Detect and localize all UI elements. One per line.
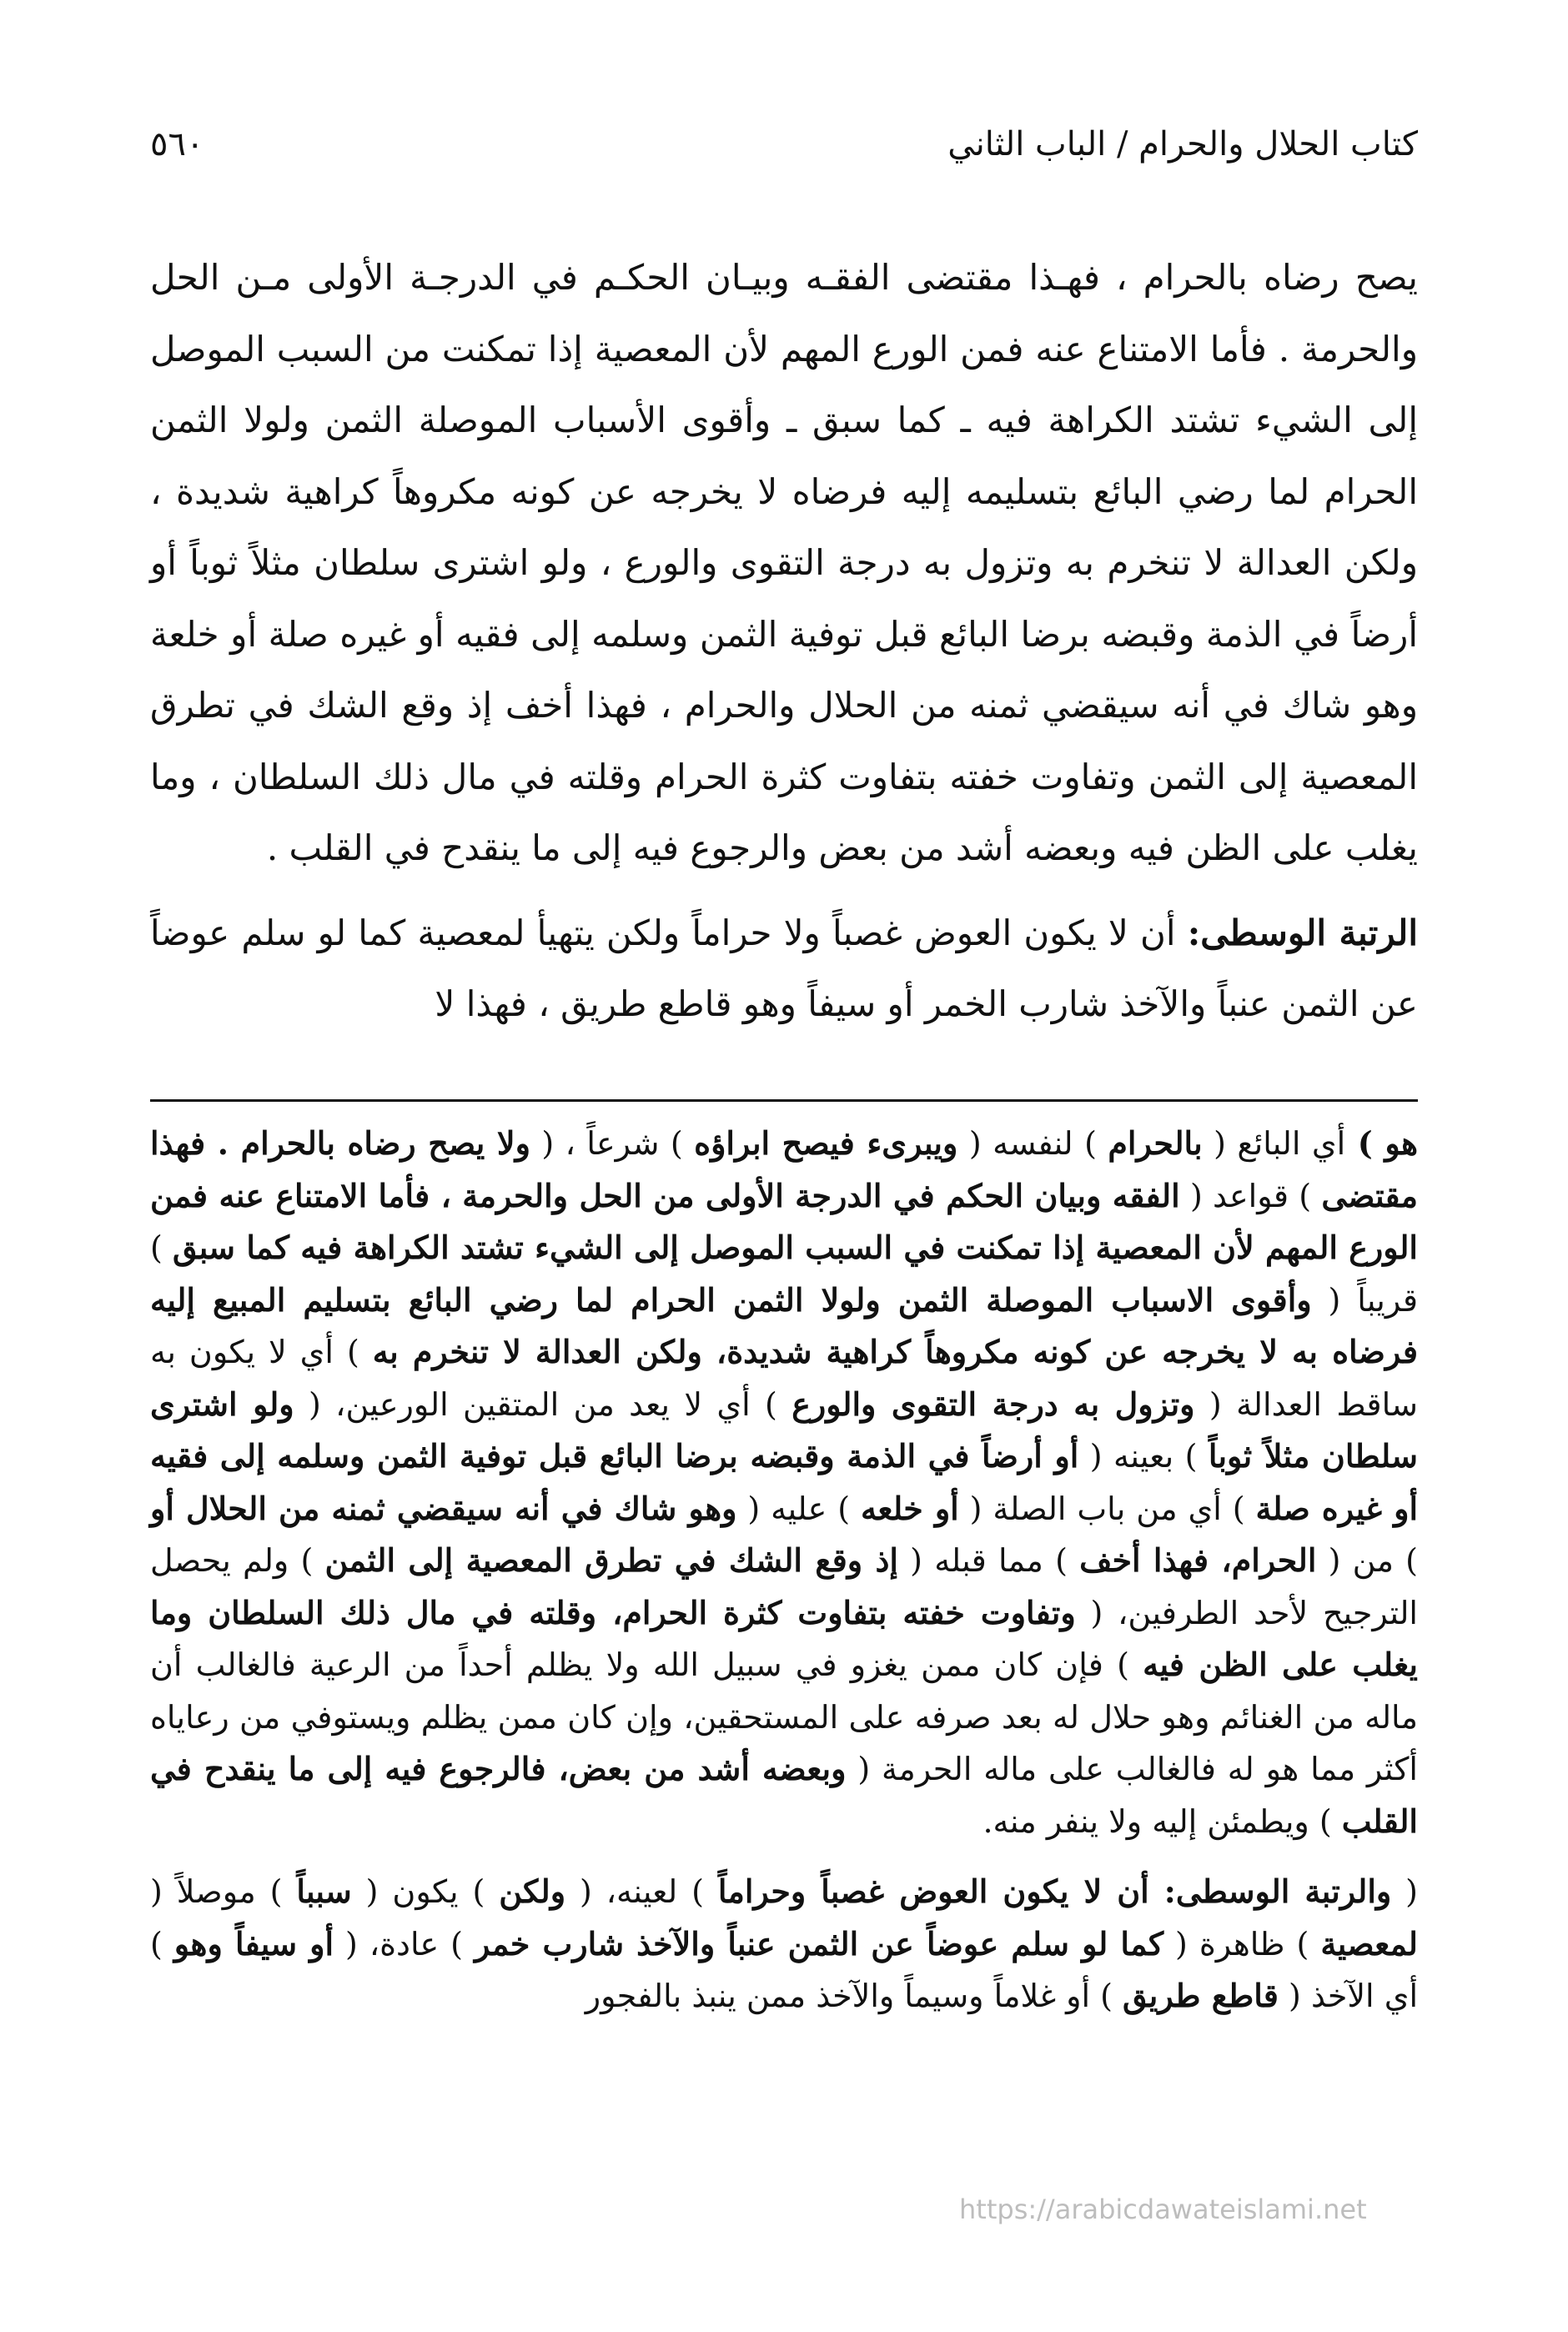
commentary-paragraph [150,1118,1418,1847]
commentary-text: ) قريباً ( [150,1229,1418,1319]
commentary-text: ) من ( [1316,1542,1418,1579]
page-header [150,125,1418,183]
main-paragraph: يصح رضاه بالحرام ، فهـذا مقتضى الفقـه وبيـان الحكـم في الدرجـة الأولى مـن الحل والحرمة . فأما الامتناع عنه فمن الورع المهم لأن المعصية إذا تمكنت من السبب الموصل إلى الشيء تشتد الكراهة فيه ـ كما سبق ـ وأقوى الأسباب الموصلة الثمن ولولا الثمن الحرام لما رضي البائع بتسليمه إليه فرضاه لا يخرجه عن كونه مكروهاً كراهية شديدة ، ولكن العدالة لا تنخرم به وتزول به درجة التقوى والورع ، ولو اشترى سلطان مثلاً ثوباً أو أرضاً في الذمة وقبضه برضا البائع قبل توفية الثمن وسلمه إلى فقيه أو غيره صلة أو خلعة وهو شاك في أنه سيقضي ثمنه من الحلال والحرام ، فهذا أخف إذ وقع الشك في تطرق المعصية إلى الثمن وتفاوت خفته بتفاوت كثرة الحرام وقلته في مال ذلك السلطان ، وما يغلب على الظن فيه وبعضه أشد من بعض والرجوع فيه إلى ما ينقدح في القلب . [150,257,1418,868]
commentary-quoted-text: لمعصية [1320,1924,1418,1963]
main-paragraph-2 [150,897,1418,1040]
commentary-text: ) مما قبله ( [897,1542,1080,1579]
running-title: كتاب الحلال والحرام / الباب الثاني [947,125,1418,163]
commentary-text: ) شرعاً ، ( [530,1125,695,1162]
main-text [150,242,1418,1040]
page-number: ٥٦٠ [150,125,204,163]
commentary-text: ) أو غلاماً وسيماً والآخذ ممن ينبذ بالفجور [585,1978,1123,2014]
commentary-quoted-text: الفقه وبيان الحكم في الدرجة الأولى من الحل والحرمة ، فأما الامتناع عنه فمن الورع المهم لأن المعصية إذا تمكنت في السبب الموصل إلى الشيء تشتد الكراهة فيه كما سبق [150,1176,1418,1266]
commentary-text: أي البائع ( [1202,1125,1346,1162]
commentary-quoted-text: وتفاوت خفته بتفاوت كثرة الحرام، وقلته في مال ذلك السلطان وما يغلب على الظن فيه [150,1593,1418,1683]
section-heading: الرتبة الوسطى: [1187,912,1418,953]
commentary-quoted-text: هو ) [1345,1124,1419,1162]
commentary-text: ) بعينه ( [1078,1438,1209,1475]
commentary-text: ) لنفسه ( [957,1125,1108,1162]
commentary-quoted-text: وبعضه أشد من بعض، فالرجوع فيه إلى ما ينقدح في القلب [150,1750,1418,1840]
commentary-quoted-text: ولا يصح رضاه بالحرام . فهذا مقتضى [150,1124,1418,1214]
commentary [150,1118,1418,2023]
commentary-text: ) ولم يحصل الترجيح لأحد الطرفين، ( [150,1542,1418,1631]
commentary-text: ) فإن كان ممن يغزو في سبيل الله ولا يظلم أحداً من الرعية فالغالب أن ماله من الغنائم وهو حلال له بعد صرفه على المستحقين، وإن كان ممن يظلم ويستوفي من رعاياه أكثر مما هو له فالغالب على ماله الحرمة ( [150,1646,1418,1787]
commentary-quoted-text: ولكن [499,1872,566,1910]
commentary-quoted-text: كما لو سلم عوضاً عن الثمن عنباً والآخذ شارب خمر [474,1924,1164,1963]
commentary-quoted-text: وأقوى الاسباب الموصلة الثمن ولولا الثمن الحرام لما رضي البائع بتسليم المبيع إليه فرضاه به لا يخرجه عن كونه مكروهاً كراهية شديدة، ولكن العدالة لا تنخرم به [150,1280,1418,1370]
commentary-text: ) يكون ( [351,1873,500,1910]
commentary-quoted-text: أو خلعه [860,1489,959,1527]
main-paragraph-2-text: أن لا يكون العوض غصباً ولا حراماً ولكن يتهيأ لمعصية كما لو سلم عوضاً عن الثمن عنباً والآخذ شارب الخمر أو سيفاً وهو قاطع طريق ، فهذا لا [150,912,1418,1024]
commentary-text: ) أي من باب الصلة ( [958,1490,1256,1527]
commentary-text: ) عادة، ( [334,1925,475,1963]
commentary-quoted-text: بالحرام [1108,1124,1203,1162]
commentary-text: ) أي لا يعد من المتقين الورعين، ( [294,1385,792,1423]
commentary-text: ( [1391,1873,1418,1910]
watermark-url: https://arabicdawateislami.net [959,2194,1367,2225]
commentary-quoted-text: والرتبة الوسطى: أن لا يكون العوض غصباً وحراماً [717,1872,1392,1910]
commentary-quoted-text: الحرام، فهذا أخف [1079,1541,1317,1579]
commentary-text: ) لعينه، ( [565,1873,718,1910]
commentary-quoted-text: أو سيفاً وهو [173,1924,334,1963]
commentary-quoted-text: وتزول به درجة التقوى والورع [792,1385,1195,1423]
commentary-quoted-text: وهو شاك في أنه سيقضي ثمنه من الحلال أو [150,1489,737,1527]
commentary-paragraph-2 [150,1866,1418,2023]
commentary-text: ) أي الآخذ ( [150,1925,1418,2014]
footnote-separator [150,1099,1418,1102]
commentary-quoted-text: ويبرىء فيصح ابراؤه [694,1124,958,1162]
commentary-quoted-text: سبباً [296,1872,352,1910]
commentary-quoted-text: قاطع طريق [1123,1977,1279,2014]
commentary-text: ) أي لا يكون به ساقط العدالة ( [150,1334,1418,1423]
commentary-quoted-text: إذ وقع الشك في تطرق المعصية إلى الثمن [324,1541,898,1579]
commentary-text: ) ويطمئن إليه ولا ينفر منه. [983,1802,1342,1840]
commentary-quoted-text: ولو اشترى سلطان مثلاً ثوباً [150,1385,1418,1475]
commentary-text: ) قواعد ( [1179,1177,1322,1214]
commentary-text: ) ظاهرة ( [1163,1925,1321,1963]
commentary-text: ) موصلاً ( [150,1873,297,1910]
commentary-text: ) عليه ( [736,1490,861,1527]
commentary-quoted-text: أو أرضاً في الذمة وقبضه برضا البائع قبل توفية الثمن وسلمه إلى فقيه أو غيره صلة [150,1437,1418,1527]
